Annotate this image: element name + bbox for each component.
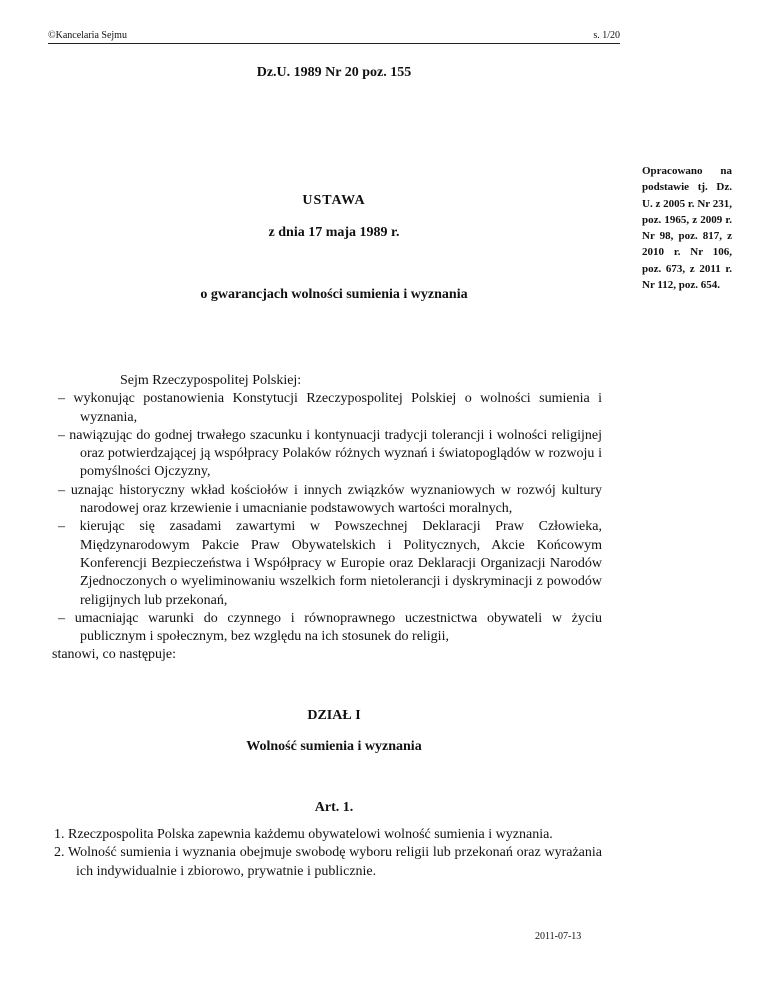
division-number: DZIAŁ I: [307, 708, 361, 723]
act-subject: o gwarancjach wolności sumienia i wyznania: [200, 287, 468, 302]
preamble-item: – nawiązując do godnej trwałego szacunku i kontynuacji tradycji tolerancji i wolności religijnej oraz potwierdzającej ją współpracy Polaków różnych wyznań i światopoglądów w rozwoju i pomyślności Ojczyzny,: [58, 427, 602, 480]
header-rule: [48, 43, 620, 44]
header-publisher: ©Kancelaria Sejmu: [48, 30, 127, 41]
preamble-item: – wykonując postanowienia Konstytucji Rzeczypospolitej Polskiej o wolności sumienia i wyznania,: [58, 391, 602, 425]
article-paragraph: 2. Wolność sumienia i wyznania obejmuje swobodę wyboru religii lub przekonań oraz wyrażania ich indywidualnie i zbiorowo, prywatnie i publicznie.: [54, 845, 602, 879]
preamble: [52, 372, 602, 665]
header-page-number: s. 1/20: [593, 30, 620, 41]
preamble-intro: Sejm Rzeczypospolitej Polskiej:: [120, 373, 302, 388]
journal-reference: Dz.U. 1989 Nr 20 poz. 155: [256, 65, 412, 80]
preamble-item: – umacniając warunki do czynnego i równoprawnego uczestnictwa obywateli w życiu publicznym i społecznym, bez względu na ich stosunek do religii,: [58, 610, 602, 645]
preamble-closing: stanowi, co następuje:: [52, 647, 177, 663]
article-paragraph: 1. Rzeczpospolita Polska zapewnia każdemu obywatelowi wolność sumienia i wyznania.: [54, 827, 553, 842]
preamble-item: – uznając historyczny wkład kościołów i innych związków wyznaniowych w rozwój kultury narodowej oraz krzewienie i umacnianie podstawowych wartości moralnych,: [58, 482, 602, 517]
division-title: Wolność sumienia i wyznania: [246, 739, 422, 754]
act-date: z dnia 17 maja 1989 r.: [268, 225, 400, 240]
preamble-item: – kierując się zasadami zawartymi w Powszechnej Deklaracji Praw Człowieka, Międzynarodowym Pakcie Praw Obywatelskich i Politycznych, Akcie Końcowym Konferencji Bezpieczeństwa i Współpracy w Europie oraz Deklaracji Organizacji Narodów Zjednoczonych o wyeliminowaniu wszelkich form nietolerancji i dyskryminacji z powodów religijnych lub przekonań,: [58, 519, 602, 608]
article-heading: Art. 1.: [314, 800, 354, 815]
consolidation-note: Opracowano na podstawie tj. Dz. U. z 2005 r. Nr 231, poz. 1965, z 2009 r. Nr 98, poz. 817, z 2010 r. Nr 106, poz. 673, z 2011 r. Nr 112, poz. 654.: [642, 165, 732, 292]
footer-date: 2011-07-13: [535, 931, 582, 942]
article-body: [54, 826, 602, 881]
act-title: USTAWA: [302, 193, 366, 208]
